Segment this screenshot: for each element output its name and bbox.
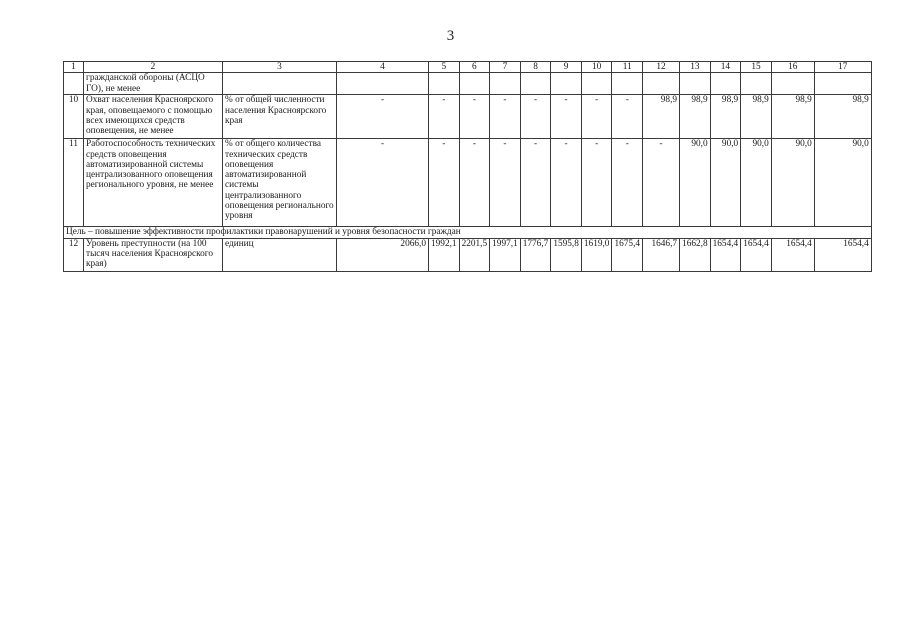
- value-cell: 90,0: [814, 139, 871, 227]
- value-cell: -: [612, 95, 643, 139]
- empty-cell: [429, 73, 460, 95]
- value-cell: -: [581, 139, 612, 227]
- indicator-cell: гражданской обороны (АСЦО ГО), не менее: [84, 73, 223, 95]
- table-row: [64, 139, 872, 227]
- header-cell: 13: [680, 62, 711, 73]
- unit-cell: [223, 73, 337, 95]
- value-cell: 90,0: [710, 139, 741, 227]
- indicators-table: [63, 61, 872, 272]
- value-cell: 98,9: [710, 95, 741, 139]
- value-cell: -: [490, 95, 521, 139]
- value-cell: -: [581, 95, 612, 139]
- table-row: [64, 95, 872, 139]
- value-cell: 1654,4: [710, 238, 741, 271]
- value-cell: 2201,5: [459, 238, 490, 271]
- value-cell: -: [337, 139, 429, 227]
- value-cell: -: [429, 95, 460, 139]
- header-cell: 2: [84, 62, 223, 73]
- header-cell: 10: [581, 62, 612, 73]
- value-cell: 2066,0: [337, 238, 429, 271]
- value-cell: 90,0: [771, 139, 814, 227]
- value-cell: -: [551, 95, 582, 139]
- unit-cell: % от общего количества технических средств оповещения автоматизированной системы централизованного оповещения регионального уровня: [223, 139, 337, 227]
- value-cell: 1646,7: [643, 238, 680, 271]
- value-cell: 98,9: [741, 95, 772, 139]
- indicator-cell: Уровень преступности (на 100 тысяч населения Красноярского края): [84, 238, 223, 271]
- header-cell: 3: [223, 62, 337, 73]
- value-cell: 1662,8: [680, 238, 711, 271]
- value-cell: -: [490, 139, 521, 227]
- unit-cell: % от общей численности населения Красноярского края: [223, 95, 337, 139]
- header-cell: 8: [520, 62, 551, 73]
- empty-cell: [643, 73, 680, 95]
- continuation-row: [64, 73, 872, 95]
- header-row: [64, 62, 872, 73]
- header-cell: 14: [710, 62, 741, 73]
- value-cell: 1992,1: [429, 238, 460, 271]
- value-cell: 98,9: [680, 95, 711, 139]
- value-cell: 1595,8: [551, 238, 582, 271]
- page-number: 3: [446, 28, 455, 44]
- value-cell: 1997,1: [490, 238, 521, 271]
- value-cell: 1654,4: [771, 238, 814, 271]
- header-cell: 7: [490, 62, 521, 73]
- value-cell: -: [643, 139, 680, 227]
- empty-cell: [520, 73, 551, 95]
- value-cell: -: [612, 139, 643, 227]
- value-cell: -: [337, 95, 429, 139]
- value-cell: 1776,7: [520, 238, 551, 271]
- empty-cell: [710, 73, 741, 95]
- empty-cell: [771, 73, 814, 95]
- row-number-cell: [64, 73, 84, 95]
- empty-cell: [490, 73, 521, 95]
- goal-text: Цель – повышение эффективности профилактики правонарушений и уровня безопасности граждан: [64, 227, 872, 238]
- value-cell: -: [520, 139, 551, 227]
- header-cell: 1: [64, 62, 84, 73]
- header-cell: 11: [612, 62, 643, 73]
- empty-cell: [741, 73, 772, 95]
- row-number-cell: 11: [64, 139, 84, 227]
- header-cell: 17: [814, 62, 871, 73]
- table-row: [64, 238, 872, 271]
- empty-cell: [459, 73, 490, 95]
- value-cell: 1675,4: [612, 238, 643, 271]
- empty-cell: [551, 73, 582, 95]
- value-cell: 98,9: [771, 95, 814, 139]
- value-cell: 1619,0: [581, 238, 612, 271]
- value-cell: -: [551, 139, 582, 227]
- header-cell: 15: [741, 62, 772, 73]
- header-cell: 12: [643, 62, 680, 73]
- value-cell: -: [429, 139, 460, 227]
- empty-cell: [680, 73, 711, 95]
- empty-cell: [814, 73, 871, 95]
- goal-row: [64, 227, 872, 238]
- row-number-cell: 12: [64, 238, 84, 271]
- value-cell: -: [459, 95, 490, 139]
- header-cell: 16: [771, 62, 814, 73]
- header-cell: 5: [429, 62, 460, 73]
- indicator-cell: Охват населения Красноярского края, оповещаемого с помощью всех имеющихся средств оповещения, не менее: [84, 95, 223, 139]
- empty-cell: [612, 73, 643, 95]
- unit-cell: единиц: [223, 238, 337, 271]
- row-number-cell: 10: [64, 95, 84, 139]
- header-cell: 6: [459, 62, 490, 73]
- header-cell: 4: [337, 62, 429, 73]
- header-cell: 9: [551, 62, 582, 73]
- value-cell: -: [520, 95, 551, 139]
- value-cell: 98,9: [814, 95, 871, 139]
- value-cell: 90,0: [741, 139, 772, 227]
- indicator-cell: Работоспособность технических средств оповещения автоматизированной системы централизованного оповещения регионального уровня, не менее: [84, 139, 223, 227]
- empty-cell: [337, 73, 429, 95]
- value-cell: 90,0: [680, 139, 711, 227]
- empty-cell: [581, 73, 612, 95]
- value-cell: 1654,4: [741, 238, 772, 271]
- value-cell: 98,9: [643, 95, 680, 139]
- value-cell: 1654,4: [814, 238, 871, 271]
- value-cell: -: [459, 139, 490, 227]
